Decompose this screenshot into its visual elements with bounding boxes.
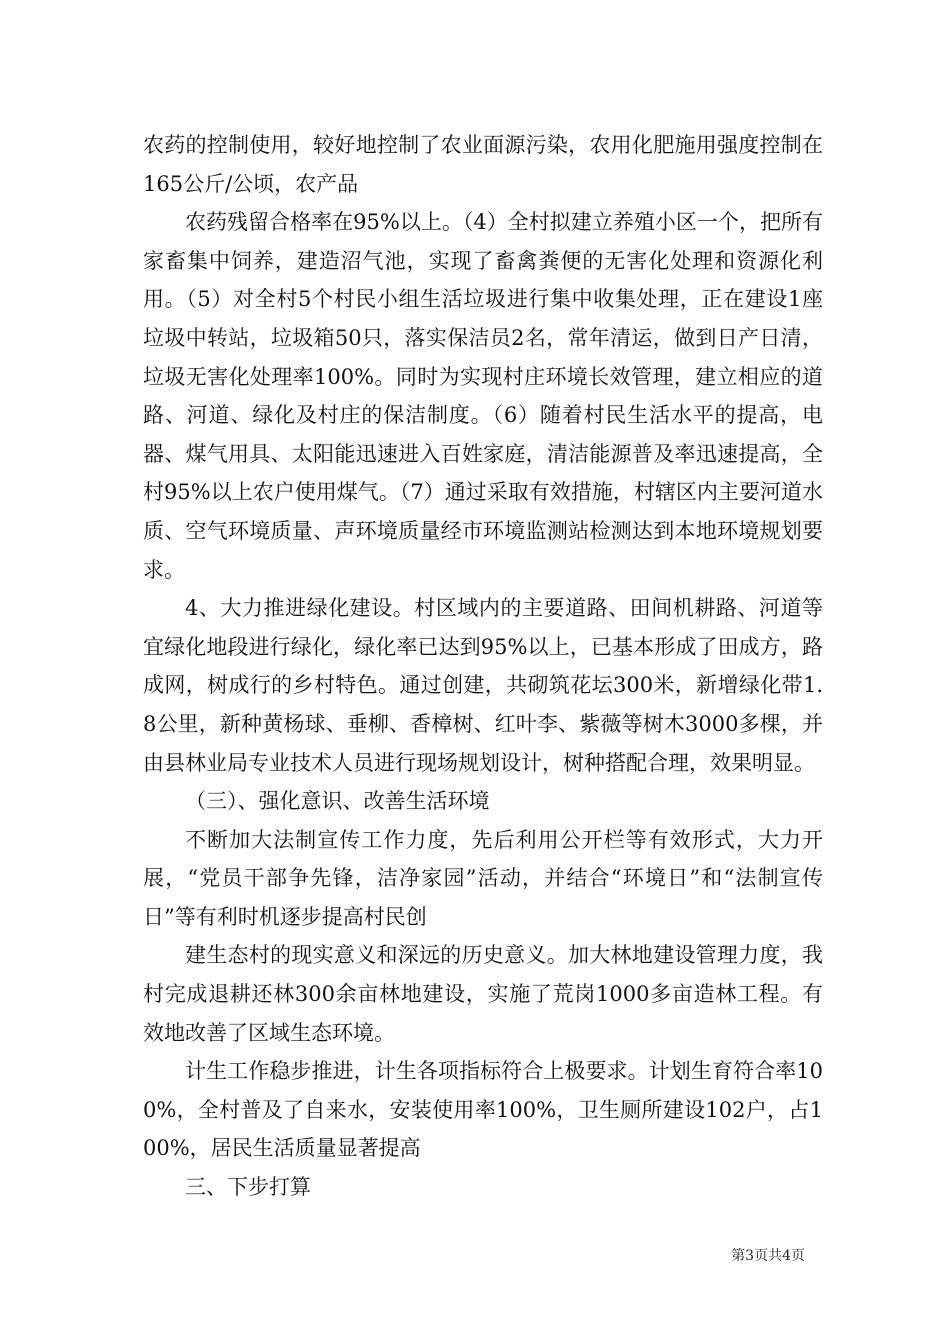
paragraph-family-planning: 计生工作稳步推进，计生各项指标符合上极要求。计划生育符合率100%，全村普及了自来水，安装使用率100%，卫生厕所建设102户，占100%，居民生活质量显著提高 <box>143 1059 823 1161</box>
paragraph-continued: 农药的控制使用，较好地控制了农业面源污染，农用化肥施用强度控制在165公斤/公顷，农产品 <box>143 133 823 196</box>
paragraph-forest-land: 建生态村的现实意义和深远的历史意义。加大林地建设管理力度，我村完成退耕还林300余亩林地建设，实施了荒岗1000多亩造林工程。有效地改善了区域生态环境。 <box>143 943 823 1045</box>
document-body <box>143 126 823 1207</box>
paragraph-greening: 4、大力推进绿化建设。村区域内的主要道路、田间机耕路、河道等宜绿化地段进行绿化，绿化率已达到95%以上，已基本形成了田成方，路成网，树成行的乡村特色。通过创建，共砌筑花坛300米，新增绿化带1.8公里，新种黄杨球、垂柳、香樟树、红叶李、紫薇等树木3000多棵，并由县林业局专业技术人员进行现场规划设计，树种搭配合理，效果明显。 <box>143 596 823 775</box>
page-number: 第3页共4页 <box>731 1248 805 1264</box>
paragraph-pollution-control: 农药残留合格率在95%以上。（4）全村拟建立养殖小区一个，把所有家畜集中饲养，建造沼气池，实现了畜禽粪便的无害化处理和资源化利用。（5）对全村5个村民小组生活垃圾进行集中收集处理，正在建设1座垃圾中转站，垃圾箱50只，落实保洁员2名，常年清运，做到日产日清，垃圾无害化处理率100%。同时为实现村庄环境长效管理，建立相应的道路、河道、绿化及村庄的保洁制度。（6）随着村民生活水平的提高，电器、煤气用具、太阳能迅速进入百姓家庭，清洁能源普及率迅速提高，全村95%以上农户使用煤气。（7）通过采取有效措施，村辖区内主要河道水质、空气环境质量、声环境质量经市环境监测站检测达到本地环境规划要求。 <box>143 210 823 582</box>
section-heading-next-steps: 三、下步打算 <box>185 1175 311 1200</box>
paragraph-legal-publicity: 不断加大法制宣传工作力度，先后利用公开栏等有效形式，大力开展，“党员干部争先锋，洁净家园”活动，并结合“环境日”和“法制宣传日”等有利时机逐步提高村民创 <box>143 827 823 929</box>
section-heading-awareness: （三）、强化意识、改善生活环境 <box>185 789 490 814</box>
